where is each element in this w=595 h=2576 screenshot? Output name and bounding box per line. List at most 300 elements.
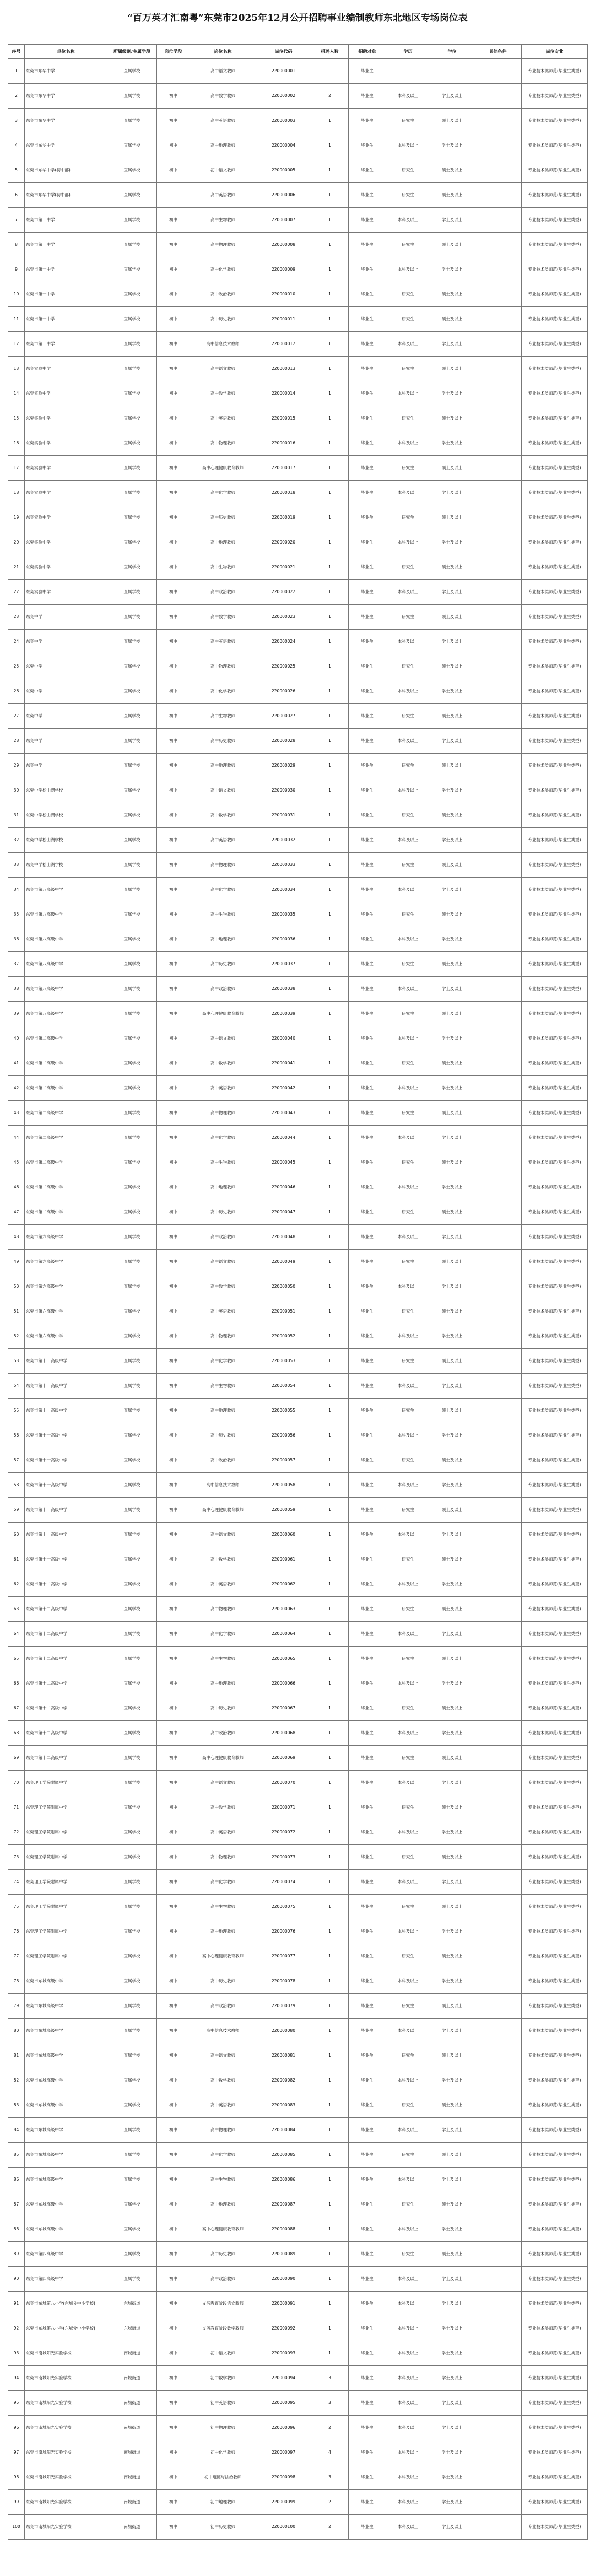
cell-col-major: 专业技术类师范(毕业生类型) [522,1349,588,1374]
cell-col-unit: 东莞市南城阳光实验学校 [25,2440,107,2465]
cell-col-stage: 初中 [157,902,190,927]
cell-col-degree: 硕士及以上 [430,2192,474,2217]
cell-col-degree: 硕士及以上 [430,1498,474,1523]
cell-col-index: 4 [8,133,25,158]
cell-col-target: 毕业生 [349,1250,386,1274]
table-row [8,505,588,530]
table-row [8,2515,588,2540]
cell-col-degree: 学士及以上 [430,1572,474,1597]
cell-col-other [474,1126,522,1150]
cell-col-unit: 东莞市第十二高级中学 [25,1721,107,1746]
cell-col-level: 直属学校 [107,902,157,927]
cell-col-education: 研究生 [386,109,430,133]
cell-col-count: 1 [311,605,349,630]
cell-col-code: 220000013 [256,357,311,381]
cell-col-unit: 东莞市第二高级中学 [25,1076,107,1101]
cell-col-post: 高中语文教师 [190,357,256,381]
cell-col-other [474,1026,522,1051]
page-title: “百万英才汇南粤”东莞市2025年12月公开招聘事业编制教师东北地区专场岗位表 [127,12,468,24]
cell-col-code: 220000023 [256,605,311,630]
cell-col-count: 1 [311,679,349,704]
cell-col-level: 直属学校 [107,1795,157,1820]
cell-col-level: 直属学校 [107,183,157,208]
cell-col-level: 直属学校 [107,952,157,977]
cell-col-count: 1 [311,1721,349,1746]
table-row [8,1746,588,1771]
cell-col-degree: 硕士及以上 [430,1399,474,1423]
cell-col-index: 28 [8,729,25,754]
cell-col-other [474,257,522,282]
cell-col-stage: 初中 [157,1622,190,1647]
cell-col-count: 1 [311,133,349,158]
cell-col-post: 高中数学教师 [190,1274,256,1299]
cell-col-major: 专业技术类师范(毕业生类型) [522,1299,588,1324]
cell-col-unit: 东莞实验中学 [25,530,107,555]
cell-col-target: 毕业生 [349,481,386,505]
cell-col-stage: 初中 [157,605,190,630]
cell-col-stage: 初中 [157,2068,190,2093]
cell-col-count: 1 [311,1274,349,1299]
cell-col-education: 研究生 [386,2093,430,2118]
cell-col-level: 直属学校 [107,530,157,555]
cell-col-other [474,208,522,233]
cell-col-post: 高中英语教师 [190,1572,256,1597]
cell-col-target: 毕业生 [349,754,386,778]
cell-col-target: 毕业生 [349,679,386,704]
cell-col-other [474,1274,522,1299]
cell-col-major: 专业技术类师范(毕业生类型) [522,1473,588,1498]
cell-col-index: 19 [8,505,25,530]
cell-col-code: 220000055 [256,1399,311,1423]
cell-col-level: 直属学校 [107,1895,157,1919]
cell-col-stage: 初中 [157,1026,190,1051]
cell-col-code: 220000064 [256,1622,311,1647]
cell-col-unit: 东莞理工学院附属中学 [25,1795,107,1820]
cell-col-index: 98 [8,2465,25,2490]
cell-col-count: 2 [311,2515,349,2540]
cell-col-unit: 东莞中学松山湖学校 [25,828,107,853]
cell-col-index: 61 [8,1547,25,1572]
cell-col-major: 专业技术类师范(毕业生类型) [522,84,588,109]
cell-col-level: 南城街道 [107,2341,157,2366]
cell-col-count: 1 [311,654,349,679]
cell-col-target: 毕业生 [349,133,386,158]
cell-col-major: 专业技术类师范(毕业生类型) [522,2019,588,2043]
cell-col-code: 220000019 [256,505,311,530]
cell-col-education: 本科及以上 [386,1721,430,1746]
cell-col-index: 51 [8,1299,25,1324]
cell-col-code: 220000026 [256,679,311,704]
cell-col-degree: 学士及以上 [430,1225,474,1250]
cell-col-stage: 初中 [157,1250,190,1274]
cell-col-unit: 东莞理工学院附属中学 [25,1895,107,1919]
cell-col-other [474,1870,522,1895]
cell-col-index: 24 [8,630,25,654]
cell-col-post: 义务教育阶段语文教师 [190,2292,256,2316]
cell-col-unit: 东莞市第四高级中学 [25,2242,107,2267]
cell-col-other [474,1919,522,1944]
cell-col-major: 专业技术类师范(毕业生类型) [522,2093,588,2118]
cell-col-degree: 硕士及以上 [430,282,474,307]
cell-col-other [474,2217,522,2242]
cell-col-index: 81 [8,2043,25,2068]
table-row [8,1051,588,1076]
cell-col-education: 研究生 [386,1448,430,1473]
cell-col-other [474,1523,522,1547]
cell-col-index: 23 [8,605,25,630]
cell-col-count: 1 [311,1150,349,1175]
table-row [8,2143,588,2168]
cell-col-code: 220000037 [256,952,311,977]
cell-col-post: 高中信息技术教师 [190,1473,256,1498]
cell-col-stage: 初中 [157,505,190,530]
cell-col-target: 毕业生 [349,2515,386,2540]
cell-col-target: 毕业生 [349,1895,386,1919]
cell-col-degree: 学士及以上 [430,2118,474,2143]
cell-col-level: 直属学校 [107,1523,157,1547]
cell-col-code: 220000012 [256,332,311,357]
cell-col-count: 1 [311,1746,349,1771]
cell-col-target: 毕业生 [349,2093,386,2118]
cell-col-target: 毕业生 [349,1274,386,1299]
cell-col-major: 专业技术类师范(毕业生类型) [522,1795,588,1820]
cell-col-code: 220000081 [256,2043,311,2068]
cell-col-degree: 硕士及以上 [430,109,474,133]
cell-col-other [474,158,522,183]
cell-col-code: 220000018 [256,481,311,505]
cell-col-education: 本科及以上 [386,208,430,233]
cell-col-education: 本科及以上 [386,2292,430,2316]
cell-col-other [474,431,522,456]
cell-col-major: 专业技术类师范(毕业生类型) [522,1845,588,1870]
cell-col-stage: 初中 [157,1597,190,1622]
cell-col-degree: 硕士及以上 [430,1002,474,1026]
table-row [8,605,588,630]
cell-col-index: 84 [8,2118,25,2143]
cell-col-major: 专业技术类师范(毕业生类型) [522,2465,588,2490]
cell-col-major: 专业技术类师范(毕业生类型) [522,1820,588,1845]
cell-col-index: 25 [8,654,25,679]
table-row [8,84,588,109]
cell-col-degree: 学士及以上 [430,2267,474,2292]
table-row [8,2490,588,2515]
cell-col-other [474,1622,522,1647]
cell-col-code: 220000093 [256,2341,311,2366]
cell-col-stage: 初中 [157,1051,190,1076]
cell-col-count: 1 [311,878,349,902]
table-row [8,1820,588,1845]
cell-col-code: 220000072 [256,1820,311,1845]
table-row [8,282,588,307]
cell-col-education: 研究生 [386,1250,430,1274]
cell-col-degree: 硕士及以上 [430,1895,474,1919]
cell-col-education: 研究生 [386,654,430,679]
cell-col-count: 1 [311,2043,349,2068]
cell-col-major: 专业技术类师范(毕业生类型) [522,431,588,456]
cell-col-stage: 初中 [157,332,190,357]
cell-col-count: 1 [311,1101,349,1126]
cell-col-count: 1 [311,282,349,307]
cell-col-unit: 东莞市第二高级中学 [25,1150,107,1175]
cell-col-major: 专业技术类师范(毕业生类型) [522,332,588,357]
cell-col-degree: 硕士及以上 [430,1150,474,1175]
cell-col-unit: 东莞市第六高级中学 [25,1225,107,1250]
cell-col-index: 88 [8,2217,25,2242]
cell-col-stage: 初中 [157,2341,190,2366]
cell-col-degree: 学士及以上 [430,1622,474,1647]
cell-col-education: 研究生 [386,1994,430,2019]
cell-col-count: 1 [311,1076,349,1101]
cell-col-post: 高中心理健康教育教师 [190,1746,256,1771]
cell-col-target: 毕业生 [349,1026,386,1051]
cell-col-other [474,2366,522,2391]
cell-col-count: 1 [311,332,349,357]
table-row [8,1076,588,1101]
cell-col-post: 高中生物教师 [190,555,256,580]
cell-col-major: 专业技术类师范(毕业生类型) [522,1547,588,1572]
cell-col-code: 220000047 [256,1200,311,1225]
cell-col-education: 本科及以上 [386,133,430,158]
cell-col-education: 研究生 [386,1795,430,1820]
cell-col-unit: 东莞市第二高级中学 [25,1026,107,1051]
cell-col-unit: 东莞市第十一高级中学 [25,1399,107,1423]
cell-col-other [474,902,522,927]
cell-col-index: 66 [8,1671,25,1696]
cell-col-index: 14 [8,381,25,406]
cell-col-code: 220000097 [256,2440,311,2465]
cell-col-major: 专业技术类师范(毕业生类型) [522,828,588,853]
cell-col-education: 本科及以上 [386,1076,430,1101]
cell-col-major: 专业技术类师范(毕业生类型) [522,1399,588,1423]
cell-col-post: 高中地理教师 [190,2192,256,2217]
cell-col-degree: 学士及以上 [430,679,474,704]
cell-col-post: 高中化学教师 [190,2143,256,2168]
table-row [8,1895,588,1919]
cell-col-level: 直属学校 [107,406,157,431]
cell-col-major: 专业技术类师范(毕业生类型) [522,381,588,406]
cell-col-level: 直属学校 [107,233,157,257]
cell-col-post: 高中地理教师 [190,1399,256,1423]
cell-col-target: 毕业生 [349,927,386,952]
cell-col-other [474,1473,522,1498]
table-row [8,530,588,555]
cell-col-unit: 东莞中学 [25,630,107,654]
cell-col-degree: 学士及以上 [430,2019,474,2043]
cell-col-index: 90 [8,2267,25,2292]
cell-col-target: 毕业生 [349,2019,386,2043]
cell-col-count: 1 [311,307,349,332]
cell-col-index: 10 [8,282,25,307]
cell-col-major: 专业技术类师范(毕业生类型) [522,307,588,332]
cell-col-target: 毕业生 [349,2316,386,2341]
cell-col-post: 高中物理教师 [190,853,256,878]
cell-col-education: 本科及以上 [386,1572,430,1597]
cell-col-major: 专业技术类师范(毕业生类型) [522,729,588,754]
cell-col-education: 本科及以上 [386,1969,430,1994]
table-row [8,1572,588,1597]
cell-col-index: 71 [8,1795,25,1820]
cell-col-education [386,59,430,84]
cell-col-code: 220000067 [256,1696,311,1721]
cell-col-target: 毕业生 [349,1448,386,1473]
cell-col-target: 毕业生 [349,704,386,729]
cell-col-major: 专业技术类师范(毕业生类型) [522,456,588,481]
cell-col-education: 研究生 [386,2242,430,2267]
cell-col-level: 直属学校 [107,1746,157,1771]
cell-col-post: 高中生物教师 [190,1895,256,1919]
cell-col-level: 直属学校 [107,381,157,406]
cell-col-post: 高中语文教师 [190,59,256,84]
cell-col-other [474,1002,522,1026]
cell-col-major: 专业技术类师范(毕业生类型) [522,1622,588,1647]
cell-col-degree: 学士及以上 [430,2440,474,2465]
cell-col-code: 220000029 [256,754,311,778]
cell-col-code: 220000057 [256,1448,311,1473]
cell-col-post: 高中化学教师 [190,1622,256,1647]
cell-col-index: 59 [8,1498,25,1523]
cell-col-level: 直属学校 [107,1101,157,1126]
cell-col-level: 直属学校 [107,1051,157,1076]
cell-col-level: 直属学校 [107,1944,157,1969]
cell-col-post: 初中历史教师 [190,2515,256,2540]
cell-col-level: 直属学校 [107,2217,157,2242]
cell-col-unit: 东莞市第二高级中学 [25,1126,107,1150]
cell-col-count: 1 [311,357,349,381]
cell-col-index: 12 [8,332,25,357]
cell-col-level: 直属学校 [107,803,157,828]
cell-col-other [474,307,522,332]
cell-col-education: 本科及以上 [386,2391,430,2416]
cell-col-unit: 东莞市东华中学 [25,84,107,109]
cell-col-post: 高中政治教师 [190,977,256,1002]
cell-col-count: 1 [311,778,349,803]
cell-col-stage: 初中 [157,704,190,729]
cell-col-stage: 初中 [157,1175,190,1200]
cell-col-major: 专业技术类师范(毕业生类型) [522,158,588,183]
cell-col-level: 直属学校 [107,729,157,754]
table-row [8,1324,588,1349]
cell-col-degree: 硕士及以上 [430,1746,474,1771]
cell-col-degree: 硕士及以上 [430,1994,474,2019]
cell-col-stage: 初中 [157,853,190,878]
cell-col-major: 专业技术类师范(毕业生类型) [522,1225,588,1250]
cell-col-target: 毕业生 [349,1150,386,1175]
cell-col-unit: 东莞市南城阳光实验学校 [25,2341,107,2366]
cell-col-target: 毕业生 [349,307,386,332]
header-col-major: 岗位专业 [522,45,588,59]
cell-col-other [474,2118,522,2143]
table-row [8,555,588,580]
table-row [8,2440,588,2465]
cell-col-education: 本科及以上 [386,1820,430,1845]
cell-col-major: 专业技术类师范(毕业生类型) [522,1870,588,1895]
cell-col-count: 1 [311,704,349,729]
cell-col-stage: 初中 [157,208,190,233]
cell-col-stage: 初中 [157,555,190,580]
cell-col-education: 本科及以上 [386,2490,430,2515]
cell-col-target: 毕业生 [349,2242,386,2267]
cell-col-index: 35 [8,902,25,927]
cell-col-unit: 东莞市第十二高级中学 [25,1746,107,1771]
cell-col-code: 220000087 [256,2192,311,2217]
cell-col-code: 220000031 [256,803,311,828]
table-row [8,1944,588,1969]
table-row [8,1374,588,1399]
table-row [8,357,588,381]
cell-col-degree: 硕士及以上 [430,1795,474,1820]
cell-col-post: 高中化学教师 [190,481,256,505]
cell-col-stage: 初中 [157,1324,190,1349]
cell-col-post: 高中地理教师 [190,133,256,158]
cell-col-target: 毕业生 [349,1101,386,1126]
cell-col-level: 直属学校 [107,1225,157,1250]
cell-col-education: 研究生 [386,2043,430,2068]
cell-col-unit: 东莞中学 [25,754,107,778]
cell-col-code: 220000004 [256,133,311,158]
cell-col-index: 39 [8,1002,25,1026]
cell-col-degree: 硕士及以上 [430,853,474,878]
cell-col-count: 4 [311,2440,349,2465]
cell-col-major: 专业技术类师范(毕业生类型) [522,109,588,133]
cell-col-level: 直属学校 [107,1200,157,1225]
cell-col-index: 33 [8,853,25,878]
cell-col-level: 直属学校 [107,2168,157,2192]
cell-col-level: 直属学校 [107,654,157,679]
cell-col-stage: 初中 [157,1994,190,2019]
cell-col-target: 毕业生 [349,2366,386,2391]
cell-col-code: 220000051 [256,1299,311,1324]
cell-col-unit: 东莞理工学院附属中学 [25,1771,107,1795]
cell-col-other [474,282,522,307]
cell-col-post: 义务教育阶段数学教师 [190,2316,256,2341]
cell-col-stage: 初中 [157,2168,190,2192]
cell-col-level: 南城街道 [107,2440,157,2465]
cell-col-other [474,754,522,778]
cell-col-major: 专业技术类师范(毕业生类型) [522,1523,588,1547]
cell-col-education: 本科及以上 [386,530,430,555]
cell-col-level: 直属学校 [107,1597,157,1622]
cell-col-unit: 东莞市南城阳光实验学校 [25,2391,107,2416]
cell-col-level: 直属学校 [107,158,157,183]
cell-col-other [474,1721,522,1746]
cell-col-target: 毕业生 [349,1126,386,1150]
cell-col-level: 直属学校 [107,133,157,158]
cell-col-code: 220000086 [256,2168,311,2192]
cell-col-level: 直属学校 [107,2192,157,2217]
cell-col-education: 研究生 [386,1696,430,1721]
cell-col-degree: 硕士及以上 [430,1845,474,1870]
cell-col-degree: 学士及以上 [430,828,474,853]
cell-col-count: 1 [311,1647,349,1671]
table-row [8,1547,588,1572]
cell-col-level: 直属学校 [107,456,157,481]
cell-col-code: 220000048 [256,1225,311,1250]
cell-col-level: 直属学校 [107,853,157,878]
cell-col-education: 本科及以上 [386,1126,430,1150]
cell-col-post: 高中化学教师 [190,1126,256,1150]
cell-col-post: 高中历史教师 [190,2242,256,2267]
cell-col-unit: 东莞市第八高级中学 [25,927,107,952]
cell-col-major: 专业技术类师范(毕业生类型) [522,1026,588,1051]
cell-col-code: 220000098 [256,2465,311,2490]
cell-col-post: 高中数学教师 [190,84,256,109]
cell-col-major: 专业技术类师范(毕业生类型) [522,1051,588,1076]
cell-col-unit: 东莞市第二高级中学 [25,1175,107,1200]
cell-col-post: 高中政治教师 [190,580,256,605]
cell-col-degree: 硕士及以上 [430,158,474,183]
cell-col-unit: 东莞市第六高级中学 [25,1299,107,1324]
cell-col-other [474,1101,522,1126]
